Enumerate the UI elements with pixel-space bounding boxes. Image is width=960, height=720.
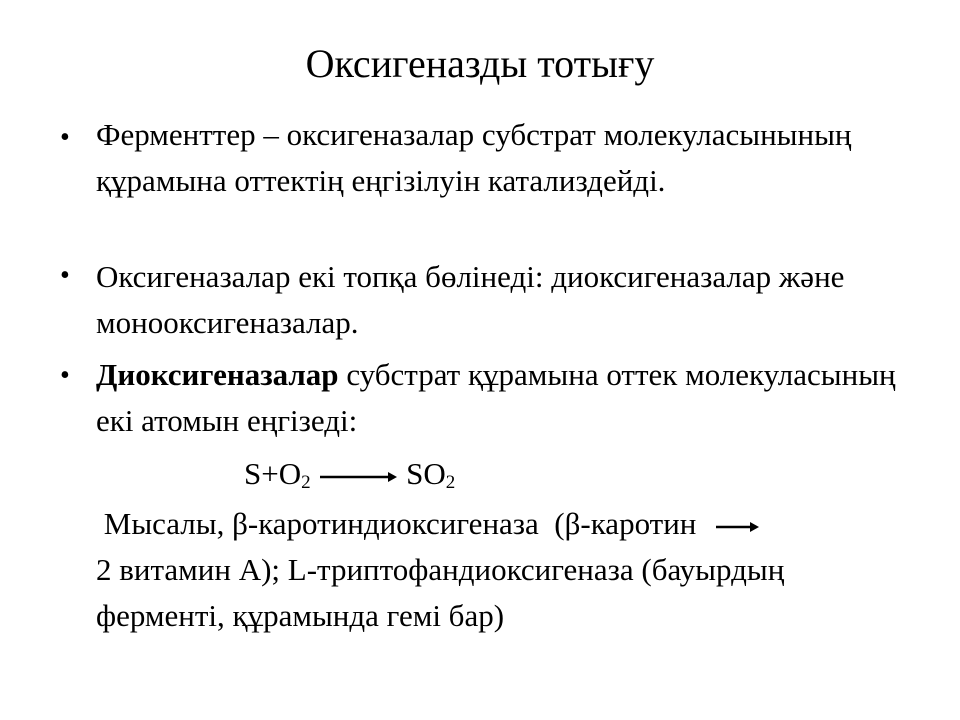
bullet-item-1-text: Ферменттер – оксигеназалар субстрат молекуласынының құрамына оттектің еңгізілуін катализдейді. [96, 117, 852, 198]
bullet-item-3-bold: Диоксигеназалар [96, 357, 339, 392]
equation-left-subscript: 2 [301, 472, 311, 493]
slide-title: Оксигеназды тотығу [305, 41, 655, 86]
bullet-marker: • [60, 122, 70, 153]
conversion-arrow-icon [714, 519, 760, 535]
bullet-item-3-text: субстрат құрамына оттек молекуласының екі атомын еңгізеді: [96, 357, 896, 438]
equation-right: SO [406, 456, 446, 491]
bullet-item-2 [96, 254, 916, 346]
reaction-arrow-icon [318, 469, 398, 485]
equation-left: S+O [244, 456, 302, 491]
reaction-equation [244, 454, 455, 503]
equation-right-subscript: 2 [445, 472, 456, 493]
example-paragraph [96, 501, 916, 639]
bullet-marker: • [60, 360, 70, 391]
bullet-item-1 [96, 112, 916, 204]
bullet-item-3 [96, 352, 916, 444]
example-line-1: Мысалы, β-каротиндиоксигеназа (β-каротин [96, 506, 697, 541]
example-rest: 2 витамин А); L-триптофандиоксигеназа (бауырдың ферменті, құрамында гемі бар) [96, 552, 785, 633]
bullet-marker: • [60, 260, 70, 291]
bullet-item-2-text: Оксигеназалар екі топқа бөлінеді: диоксигеназалар және монооксигеназалар. [96, 259, 845, 340]
